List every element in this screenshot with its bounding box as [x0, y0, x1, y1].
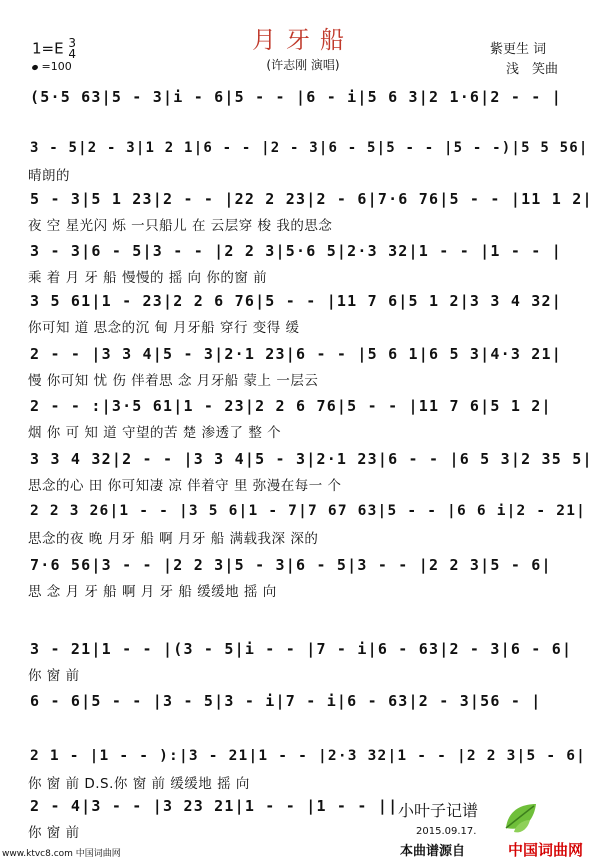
- notation-line: 2 2 3 26|1 - - |3 5 6|1 - 7|7 67 63|5 - - |6 6 i|2 - 21|: [30, 503, 587, 519]
- song-title: 月牙船: [252, 26, 354, 54]
- notation-line: 2 - 4|3 - - |3 23 21|1 - - |1 - - ||: [30, 797, 399, 815]
- time-signature: 3 4: [68, 36, 77, 61]
- lyric-line: 晴朗的: [28, 168, 70, 184]
- notation-line: (5·5 63|5 - 3|i - 6|5 - - |6 - i|5 6 3|2 1·6|2 - - |: [30, 88, 562, 106]
- transcriber-signature: 小叶子记谱: [398, 801, 479, 820]
- leaf-icon: [500, 798, 540, 838]
- tempo-marking: =100: [32, 60, 72, 73]
- lyric-line: 慢 你可知 忧 伤 伴着思 念 月牙船 蒙上 一层云: [28, 373, 319, 389]
- site-watermark-left: www.ktvc8.com 中国词曲网: [2, 849, 121, 859]
- notation-line: 3 - 21|1 - - |(3 - 5|i - - |7 - i|6 - 63|2 - 3|6 - 6|: [30, 640, 573, 658]
- notation-line: 2 - - |3 3 4|5 - 3|2·1 23|6 - - |5 6 1|6 5 3|4·3 21|: [30, 345, 562, 363]
- lyric-line: 夜 空 星光闪 烁 一只船儿 在 云层穿 梭 我的思念: [28, 218, 333, 234]
- lyric-line: 思 念 月 牙 船 啊 月 牙 船 缓缓地 摇 向: [28, 584, 277, 600]
- notation-line: 3 - 5|2 - 3|1 2 1|6 - - |2 - 3|6 - 5|5 - - |5 - -)|5 5 56|: [30, 140, 589, 156]
- notation-line: 2 - - :|3·5 61|1 - 23|2 2 6 76|5 - - |11 7 6|5 1 2|: [30, 397, 552, 415]
- lyric-line: 你 窗 前: [28, 668, 80, 684]
- key-signature: [32, 38, 76, 60]
- notation-line: 5 - 3|5 1 23|2 - - |22 2 23|2 - 6|7·6 76|5 - - |11 1 2|: [30, 190, 593, 208]
- lyric-line: 你可知 道 思念的沉 甸 月牙船 穿行 变得 缓: [28, 320, 300, 336]
- lyric-line: 思念的心 田 你可知凄 凉 伴着守 里 弥漫在每一 个: [28, 478, 342, 494]
- notation-line: 3 - 3|6 - 5|3 - - |2 2 3|5·6 5|2·3 32|1 - - |1 - - |: [30, 242, 562, 260]
- lyric-line: 烟 你 可 知 道 守望的苦 楚 渗透了 整 个: [28, 425, 282, 441]
- lyric-line: 思念的夜 晚 月牙 船 啊 月牙 船 满载我深 深的: [28, 531, 319, 547]
- transcription-date: 2015.09.17.: [416, 826, 477, 837]
- notation-line: 3 5 61|1 - 23|2 2 6 76|5 - - |11 7 6|5 1 2|3 3 4 32|: [30, 292, 562, 310]
- quarter-note-icon: [31, 64, 38, 71]
- singer-credit: (许志刚 演唱): [266, 58, 340, 72]
- source-note: 本曲谱源自: [400, 844, 466, 859]
- lyricist-credit: 紫更生 词: [490, 42, 547, 57]
- composer-credit: 浅 笑曲: [506, 62, 559, 77]
- notation-line: 7·6 56|3 - - |2 2 3|5 - 3|6 - 5|3 - - |2 2 3|5 - 6|: [30, 556, 552, 574]
- lyric-line: 你 窗 前 D.S.你 窗 前 缓缓地 摇 向: [28, 776, 250, 792]
- lyric-line: 乘 着 月 牙 船 慢慢的 摇 向 你的窗 前: [28, 270, 268, 286]
- key-label: 1=E: [32, 39, 64, 58]
- notation-line: 2 1 - |1 - - ):|3 - 21|1 - - |2·3 32|1 - - |2 2 3|5 - 6|: [30, 748, 587, 764]
- site-logo-text: 中国词曲网: [508, 841, 584, 859]
- notation-line: 6 - 6|5 - - |3 - 5|3 - i|7 - i|6 - 63|2 - 3|56 - |: [30, 692, 542, 710]
- notation-line: 3 3 4 32|2 - - |3 3 4|5 - 3|2·1 23|6 - - |6 5 3|2 35 5|: [30, 450, 593, 468]
- lyric-line: 你 窗 前: [28, 825, 80, 841]
